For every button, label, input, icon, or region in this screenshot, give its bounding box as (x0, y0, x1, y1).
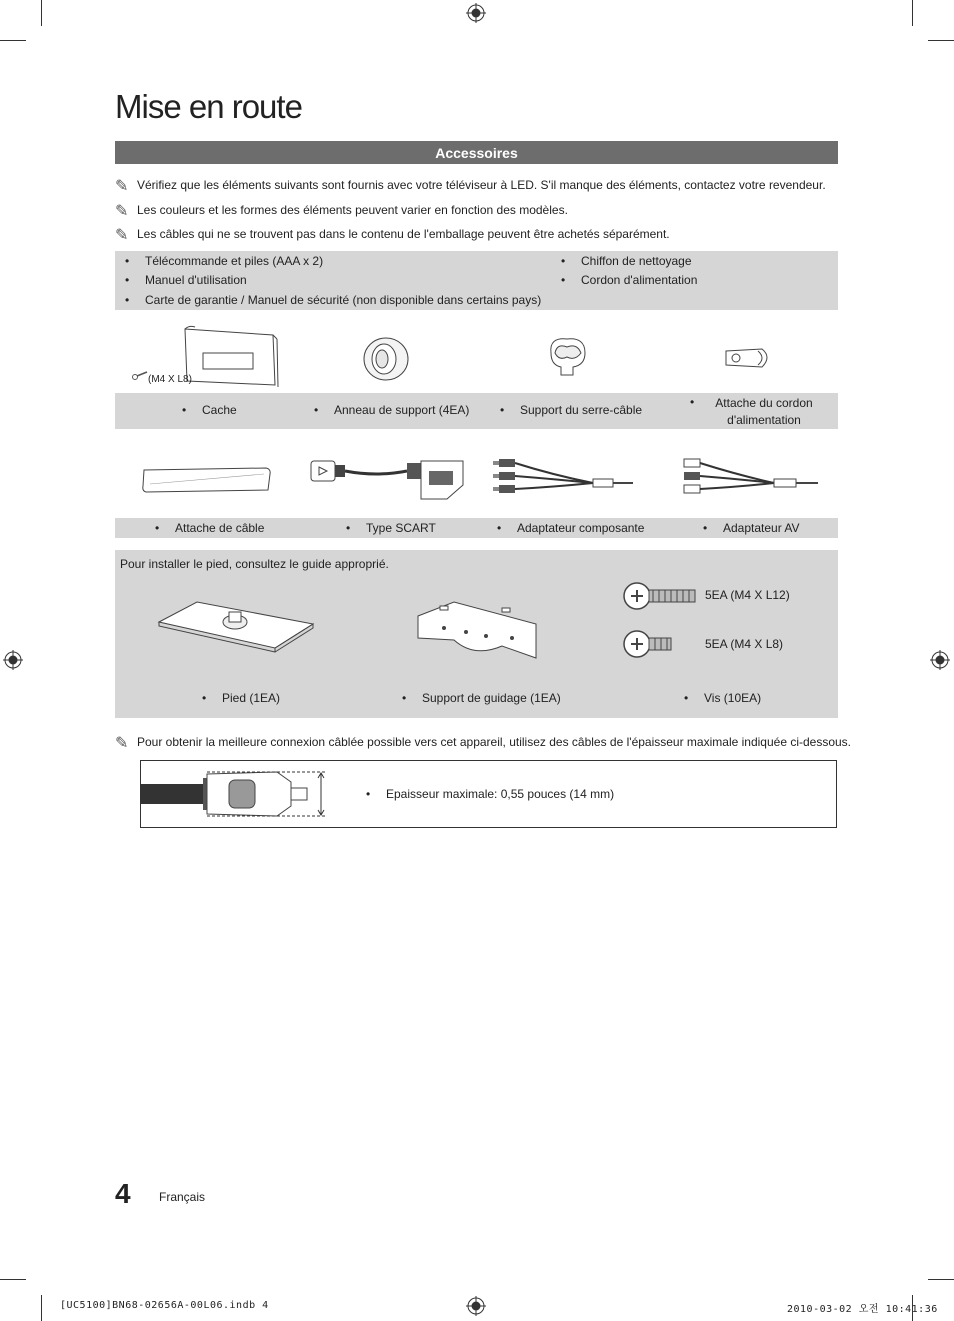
screw-size-label: (M4 X L8) (148, 374, 192, 385)
component-adapter-illustration (493, 455, 638, 497)
list-item: • Adaptateur AV (703, 521, 800, 535)
crop-mark (928, 40, 954, 41)
list-item: • Anneau de support (4EA) (314, 403, 470, 417)
list-item: • Chiffon de nettoyage (561, 254, 692, 268)
crop-mark (0, 40, 26, 41)
timestamp: 2010-03-02 오전 10:41:36 (787, 1304, 938, 1315)
crop-mark (41, 1295, 42, 1321)
list-item: • Support du serre-câble (500, 403, 643, 417)
long-screw-label: 5EA (M4 X L12) (705, 588, 790, 602)
list-item: • Vis (10EA) (684, 691, 762, 705)
note: ✎ Les couleurs et les formes des éléments peuvent varier en fonction des modèles. (115, 203, 568, 220)
list-item: • Cache (182, 403, 237, 417)
list-item: • Support de guidage (1EA) (402, 691, 561, 705)
list-item: • Adaptateur composante (497, 521, 645, 535)
list-item: • Cordon d'alimentation (561, 273, 698, 287)
list-item: • Epaisseur maximale: 0,55 pouces (14 mm) (366, 787, 615, 801)
long-screw-illustration (623, 578, 699, 614)
language-label: Français (159, 1190, 206, 1204)
note: ✎ Les câbles qui ne se trouvent pas dans le contenu de l'emballage peuvent être achetés séparément. (115, 227, 670, 244)
list-item: • Pied (1EA) (202, 691, 281, 705)
registration-mark-icon (3, 650, 23, 670)
list-item: • Type SCART (346, 521, 436, 535)
holder-ring-illustration (362, 335, 412, 383)
crop-mark (41, 0, 42, 26)
registration-mark-icon (466, 3, 486, 23)
crop-mark (912, 0, 913, 26)
registration-mark-icon (466, 1296, 486, 1316)
list-item: • Carte de garantie / Manuel de sécurité (non disponible dans certains pays) (125, 293, 542, 307)
pencil-note-icon: ✎ (115, 203, 129, 220)
page-title: Mise en route (115, 88, 302, 125)
section-header: Accessoires (115, 141, 838, 164)
pencil-note-icon: ✎ (115, 178, 129, 195)
pencil-note-icon: ✎ (115, 735, 129, 752)
cover-illustration (183, 325, 279, 389)
list-item: • Attache du cordon d'alimentation (690, 395, 813, 427)
cable-thickness-illustration (141, 770, 331, 818)
list-item: • Attache de câble (155, 521, 265, 535)
stand-illustration (157, 598, 315, 650)
list-item: • Télécommande et piles (AAA x 2) (125, 254, 324, 268)
wire-holder-illustration (545, 333, 591, 379)
page-number: 4 (115, 1178, 131, 1209)
av-adapter-illustration (678, 455, 820, 497)
scart-cable-illustration (307, 457, 467, 505)
list-item: • Manuel d'utilisation (125, 273, 247, 287)
cable-tie-illustration (140, 466, 272, 494)
pencil-note-icon: ✎ (115, 227, 129, 244)
registration-mark-icon (930, 650, 950, 670)
power-cord-holder-illustration (722, 343, 774, 373)
short-screw-label: 5EA (M4 X L8) (705, 637, 784, 651)
note: ✎ Vérifiez que les éléments suivants sont fournis avec votre téléviseur à LED. S'il manque des éléments, contactez votre revendeur. (115, 178, 826, 195)
note: ✎ Pour obtenir la meilleure connexion câblée possible vers cet appareil, utilisez des câbles de l'épaisseur maximale indiquée ci-dessous. (115, 735, 852, 752)
guide-stand-illustration (414, 598, 540, 662)
small-screw-icon (132, 371, 148, 381)
file-info: [UC5100]BN68-02656A-00L06.indb 4 (60, 1300, 269, 1311)
crop-mark (928, 1279, 954, 1280)
short-screw-illustration (623, 626, 673, 662)
stand-intro: Pour installer le pied, consultez le guide approprié. (120, 557, 389, 571)
crop-mark (0, 1279, 26, 1280)
